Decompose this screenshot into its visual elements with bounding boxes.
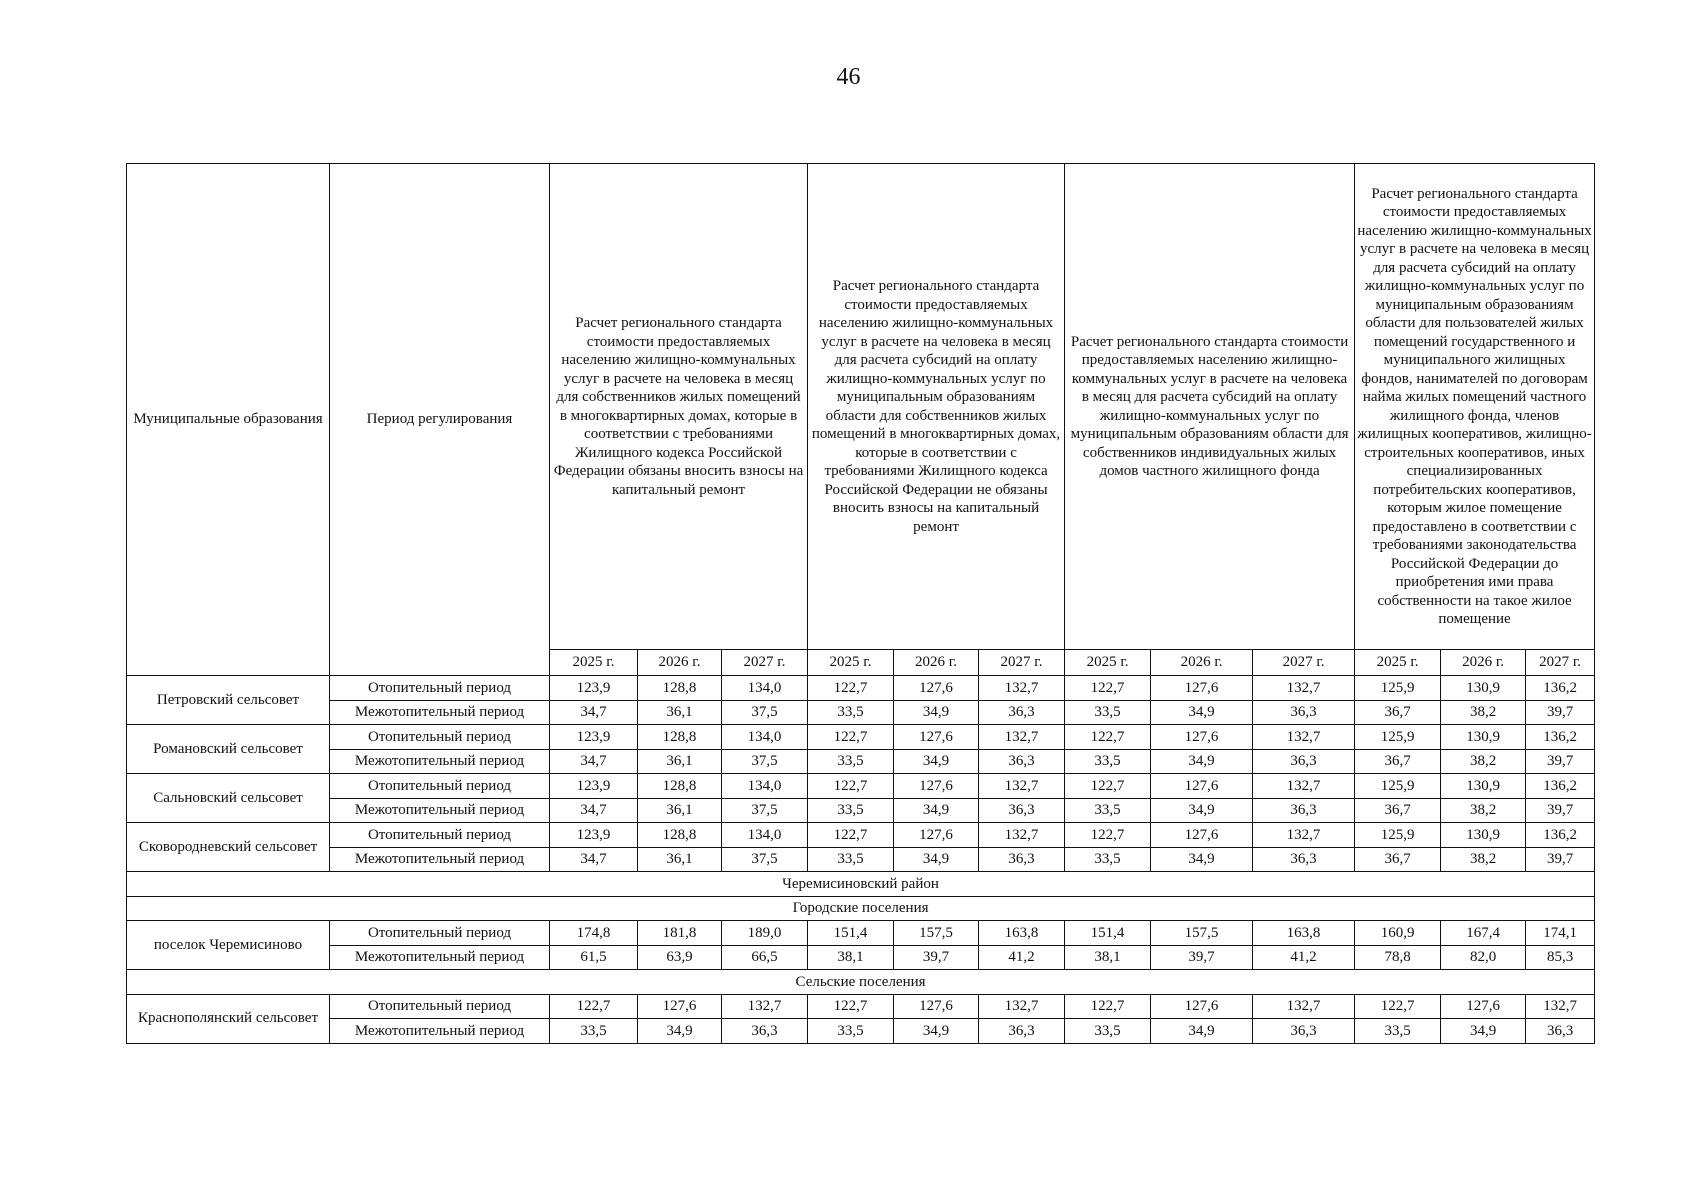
value-cell: 36,3 <box>979 700 1065 725</box>
value-cell: 122,7 <box>808 774 894 799</box>
period-label: Межотопительный период <box>330 847 550 872</box>
municipality-name: Сальновский сельсовет <box>127 774 330 823</box>
year-header: 2027 г. <box>979 650 1065 676</box>
value-cell: 33,5 <box>1065 1019 1151 1044</box>
value-cell: 134,0 <box>722 774 808 799</box>
value-cell: 36,3 <box>979 798 1065 823</box>
value-cell: 127,6 <box>1151 774 1253 799</box>
value-cell: 127,6 <box>1151 725 1253 750</box>
value-cell: 33,5 <box>1355 1019 1441 1044</box>
value-cell: 34,7 <box>550 847 638 872</box>
value-cell: 36,3 <box>979 847 1065 872</box>
table-row <box>127 774 1595 799</box>
value-cell: 132,7 <box>1526 994 1595 1019</box>
value-cell: 36,7 <box>1355 700 1441 725</box>
period-label: Межотопительный период <box>330 749 550 774</box>
value-cell: 134,0 <box>722 823 808 848</box>
value-cell: 36,3 <box>1253 847 1355 872</box>
period-label: Отопительный период <box>330 774 550 799</box>
value-cell: 127,6 <box>1441 994 1526 1019</box>
value-cell: 132,7 <box>979 774 1065 799</box>
value-cell: 132,7 <box>1253 994 1355 1019</box>
value-cell: 136,2 <box>1526 676 1595 701</box>
value-cell: 123,9 <box>550 676 638 701</box>
value-cell: 36,3 <box>1253 700 1355 725</box>
value-cell: 132,7 <box>979 676 1065 701</box>
value-cell: 127,6 <box>894 823 979 848</box>
value-cell: 157,5 <box>894 921 979 946</box>
value-cell: 128,8 <box>638 676 722 701</box>
value-cell: 34,9 <box>1151 1019 1253 1044</box>
value-cell: 127,6 <box>1151 994 1253 1019</box>
year-header: 2026 г. <box>1151 650 1253 676</box>
value-cell: 39,7 <box>1526 798 1595 823</box>
value-cell: 136,2 <box>1526 725 1595 750</box>
value-cell: 125,9 <box>1355 676 1441 701</box>
value-cell: 132,7 <box>722 994 808 1019</box>
value-cell: 33,5 <box>808 1019 894 1044</box>
value-cell: 36,7 <box>1355 847 1441 872</box>
value-cell: 33,5 <box>550 1019 638 1044</box>
year-header: 2027 г. <box>722 650 808 676</box>
value-cell: 132,7 <box>1253 774 1355 799</box>
value-cell: 33,5 <box>808 798 894 823</box>
value-cell: 122,7 <box>1065 823 1151 848</box>
year-header: 2027 г. <box>1526 650 1595 676</box>
table-row <box>127 921 1595 946</box>
value-cell: 34,9 <box>894 700 979 725</box>
table-row <box>127 847 1595 872</box>
municipality-name: Краснополянский сельсовет <box>127 994 330 1043</box>
table-body <box>127 676 1595 1044</box>
municipality-name: Романовский сельсовет <box>127 725 330 774</box>
year-header: 2027 г. <box>1253 650 1355 676</box>
table-row <box>127 725 1595 750</box>
value-cell: 122,7 <box>1065 994 1151 1019</box>
value-cell: 127,6 <box>1151 823 1253 848</box>
value-cell: 123,9 <box>550 823 638 848</box>
value-cell: 33,5 <box>1065 749 1151 774</box>
value-cell: 34,9 <box>1151 749 1253 774</box>
municipality-name: Сковородневский сельсовет <box>127 823 330 872</box>
value-cell: 36,1 <box>638 847 722 872</box>
value-cell: 122,7 <box>1065 774 1151 799</box>
value-cell: 37,5 <box>722 700 808 725</box>
value-cell: 128,8 <box>638 823 722 848</box>
municipality-header: Муниципальные образования <box>127 164 330 676</box>
municipality-name: поселок Черемисиново <box>127 921 330 970</box>
value-cell: 39,7 <box>1526 700 1595 725</box>
value-cell: 61,5 <box>550 945 638 970</box>
period-label: Межотопительный период <box>330 700 550 725</box>
group-header-3: Расчет регионального стандарта стоимости предоставляемых населению жилищно-коммунальных услуг в расчете на человека в месяц для расчета субсидий на оплату жилищно-коммунальных услуг по муниципальным образованиям области для собственников индивидуальных жилых домов частного жилищного фонда <box>1065 164 1355 650</box>
value-cell: 33,5 <box>808 749 894 774</box>
table-row <box>127 970 1595 995</box>
value-cell: 123,9 <box>550 774 638 799</box>
value-cell: 34,7 <box>550 700 638 725</box>
value-cell: 125,9 <box>1355 725 1441 750</box>
value-cell: 36,3 <box>1253 1019 1355 1044</box>
period-label: Отопительный период <box>330 725 550 750</box>
value-cell: 132,7 <box>1253 676 1355 701</box>
value-cell: 174,8 <box>550 921 638 946</box>
value-cell: 36,3 <box>1253 749 1355 774</box>
value-cell: 134,0 <box>722 676 808 701</box>
value-cell: 63,9 <box>638 945 722 970</box>
value-cell: 38,2 <box>1441 847 1526 872</box>
year-header: 2025 г. <box>1355 650 1441 676</box>
value-cell: 38,2 <box>1441 700 1526 725</box>
value-cell: 39,7 <box>1151 945 1253 970</box>
value-cell: 122,7 <box>1065 676 1151 701</box>
group-header-1: Расчет регионального стандарта стоимости предоставляемых населению жилищно-коммунальных услуг в расчете на человека в месяц для собственников жилых помещений в многоквартирных домах, которые в соответствии с требованиями Жилищного кодекса Российской Федерации обязаны вносить взносы на капитальный ремонт <box>550 164 808 650</box>
section-label-rural: Сельские поселения <box>127 970 1595 995</box>
value-cell: 127,6 <box>638 994 722 1019</box>
value-cell: 132,7 <box>979 725 1065 750</box>
value-cell: 167,4 <box>1441 921 1526 946</box>
value-cell: 132,7 <box>1253 725 1355 750</box>
value-cell: 39,7 <box>1526 847 1595 872</box>
value-cell: 34,9 <box>894 798 979 823</box>
value-cell: 127,6 <box>894 994 979 1019</box>
value-cell: 122,7 <box>808 725 894 750</box>
value-cell: 127,6 <box>894 725 979 750</box>
tariff-table <box>126 163 1595 1044</box>
value-cell: 134,0 <box>722 725 808 750</box>
value-cell: 36,3 <box>979 749 1065 774</box>
value-cell: 82,0 <box>1441 945 1526 970</box>
value-cell: 37,5 <box>722 749 808 774</box>
value-cell: 33,5 <box>808 847 894 872</box>
value-cell: 33,5 <box>1065 798 1151 823</box>
period-label: Межотопительный период <box>330 945 550 970</box>
value-cell: 122,7 <box>1065 725 1151 750</box>
value-cell: 38,1 <box>1065 945 1151 970</box>
value-cell: 128,8 <box>638 725 722 750</box>
group-header-2: Расчет регионального стандарта стоимости предоставляемых населению жилищно-коммунальных услуг в расчете на человека в месяц для расчета субсидий на оплату жилищно-коммунальных услуг по муниципальным образованиям области для собственников жилых помещений в многоквартирных домах, которые в соответствии с требованиями Жилищного кодекса Российской Федерации не обязаны вносить взносы на капитальный ремонт <box>808 164 1065 650</box>
value-cell: 181,8 <box>638 921 722 946</box>
value-cell: 85,3 <box>1526 945 1595 970</box>
value-cell: 34,9 <box>894 847 979 872</box>
value-cell: 34,9 <box>638 1019 722 1044</box>
value-cell: 157,5 <box>1151 921 1253 946</box>
value-cell: 39,7 <box>894 945 979 970</box>
year-header: 2025 г. <box>1065 650 1151 676</box>
value-cell: 151,4 <box>808 921 894 946</box>
value-cell: 128,8 <box>638 774 722 799</box>
period-label: Отопительный период <box>330 823 550 848</box>
value-cell: 39,7 <box>1526 749 1595 774</box>
value-cell: 78,8 <box>1355 945 1441 970</box>
value-cell: 122,7 <box>808 676 894 701</box>
table-row <box>127 749 1595 774</box>
value-cell: 34,9 <box>894 749 979 774</box>
year-header: 2026 г. <box>1441 650 1526 676</box>
value-cell: 34,9 <box>1151 798 1253 823</box>
table-row <box>127 676 1595 701</box>
period-label: Отопительный период <box>330 921 550 946</box>
period-label: Отопительный период <box>330 676 550 701</box>
value-cell: 34,9 <box>894 1019 979 1044</box>
value-cell: 38,2 <box>1441 749 1526 774</box>
value-cell: 36,1 <box>638 749 722 774</box>
value-cell: 36,7 <box>1355 749 1441 774</box>
value-cell: 41,2 <box>979 945 1065 970</box>
table-row <box>127 1019 1595 1044</box>
value-cell: 130,9 <box>1441 774 1526 799</box>
table-row <box>127 798 1595 823</box>
value-cell: 34,9 <box>1151 847 1253 872</box>
value-cell: 151,4 <box>1065 921 1151 946</box>
value-cell: 33,5 <box>1065 847 1151 872</box>
value-cell: 122,7 <box>550 994 638 1019</box>
group-header-4: Расчет регионального стандарта стоимости предоставляемых населению жилищно-коммунальных услуг в расчете на человека в месяц для расчета субсидий на оплату жилищно-коммунальных услуг по муниципальным образованиям области для пользователей жилых помещений государственного и муниципального жилищных фондов, нанимателей по договорам найма жилых помещений частного жилищного фонда, членов жилищных кооперативов, жилищно-строительных кооперативов, иных специализированных потребительских кооперативов, которым жилое помещение предоставлено в соответствии с требованиями законодательства Российской Федерации до приобретения ими права собственности на такое жилое помещение <box>1355 164 1595 650</box>
value-cell: 36,3 <box>1526 1019 1595 1044</box>
table-row <box>127 994 1595 1019</box>
period-label: Межотопительный период <box>330 1019 550 1044</box>
value-cell: 41,2 <box>1253 945 1355 970</box>
table-row <box>127 823 1595 848</box>
value-cell: 125,9 <box>1355 823 1441 848</box>
value-cell: 127,6 <box>1151 676 1253 701</box>
year-header: 2026 г. <box>894 650 979 676</box>
value-cell: 160,9 <box>1355 921 1441 946</box>
value-cell: 33,5 <box>808 700 894 725</box>
value-cell: 34,9 <box>1151 700 1253 725</box>
value-cell: 38,1 <box>808 945 894 970</box>
year-header: 2025 г. <box>550 650 638 676</box>
value-cell: 122,7 <box>808 994 894 1019</box>
value-cell: 37,5 <box>722 798 808 823</box>
value-cell: 163,8 <box>979 921 1065 946</box>
value-cell: 189,0 <box>722 921 808 946</box>
table-row <box>127 700 1595 725</box>
value-cell: 132,7 <box>979 994 1065 1019</box>
table-row <box>127 872 1595 897</box>
value-cell: 132,7 <box>979 823 1065 848</box>
value-cell: 130,9 <box>1441 823 1526 848</box>
value-cell: 36,3 <box>722 1019 808 1044</box>
period-label: Отопительный период <box>330 994 550 1019</box>
value-cell: 130,9 <box>1441 676 1526 701</box>
value-cell: 127,6 <box>894 774 979 799</box>
page-number: 46 <box>836 64 861 90</box>
value-cell: 66,5 <box>722 945 808 970</box>
value-cell: 163,8 <box>1253 921 1355 946</box>
value-cell: 38,2 <box>1441 798 1526 823</box>
table-row <box>127 896 1595 921</box>
value-cell: 36,3 <box>1253 798 1355 823</box>
value-cell: 33,5 <box>1065 700 1151 725</box>
value-cell: 36,1 <box>638 700 722 725</box>
year-header: 2026 г. <box>638 650 722 676</box>
period-label: Межотопительный период <box>330 798 550 823</box>
value-cell: 122,7 <box>808 823 894 848</box>
value-cell: 132,7 <box>1253 823 1355 848</box>
year-header: 2025 г. <box>808 650 894 676</box>
value-cell: 36,3 <box>979 1019 1065 1044</box>
value-cell: 127,6 <box>894 676 979 701</box>
section-label-urban: Городские поселения <box>127 896 1595 921</box>
table-row <box>127 945 1595 970</box>
value-cell: 34,9 <box>1441 1019 1526 1044</box>
value-cell: 34,7 <box>550 749 638 774</box>
value-cell: 36,1 <box>638 798 722 823</box>
value-cell: 130,9 <box>1441 725 1526 750</box>
value-cell: 36,7 <box>1355 798 1441 823</box>
municipality-name: Петровский сельсовет <box>127 676 330 725</box>
value-cell: 122,7 <box>1355 994 1441 1019</box>
value-cell: 136,2 <box>1526 823 1595 848</box>
value-cell: 136,2 <box>1526 774 1595 799</box>
period-header: Период регулирования <box>330 164 550 676</box>
value-cell: 174,1 <box>1526 921 1595 946</box>
value-cell: 123,9 <box>550 725 638 750</box>
value-cell: 125,9 <box>1355 774 1441 799</box>
value-cell: 37,5 <box>722 847 808 872</box>
district-title: Черемисиновский район <box>127 872 1595 897</box>
value-cell: 34,7 <box>550 798 638 823</box>
